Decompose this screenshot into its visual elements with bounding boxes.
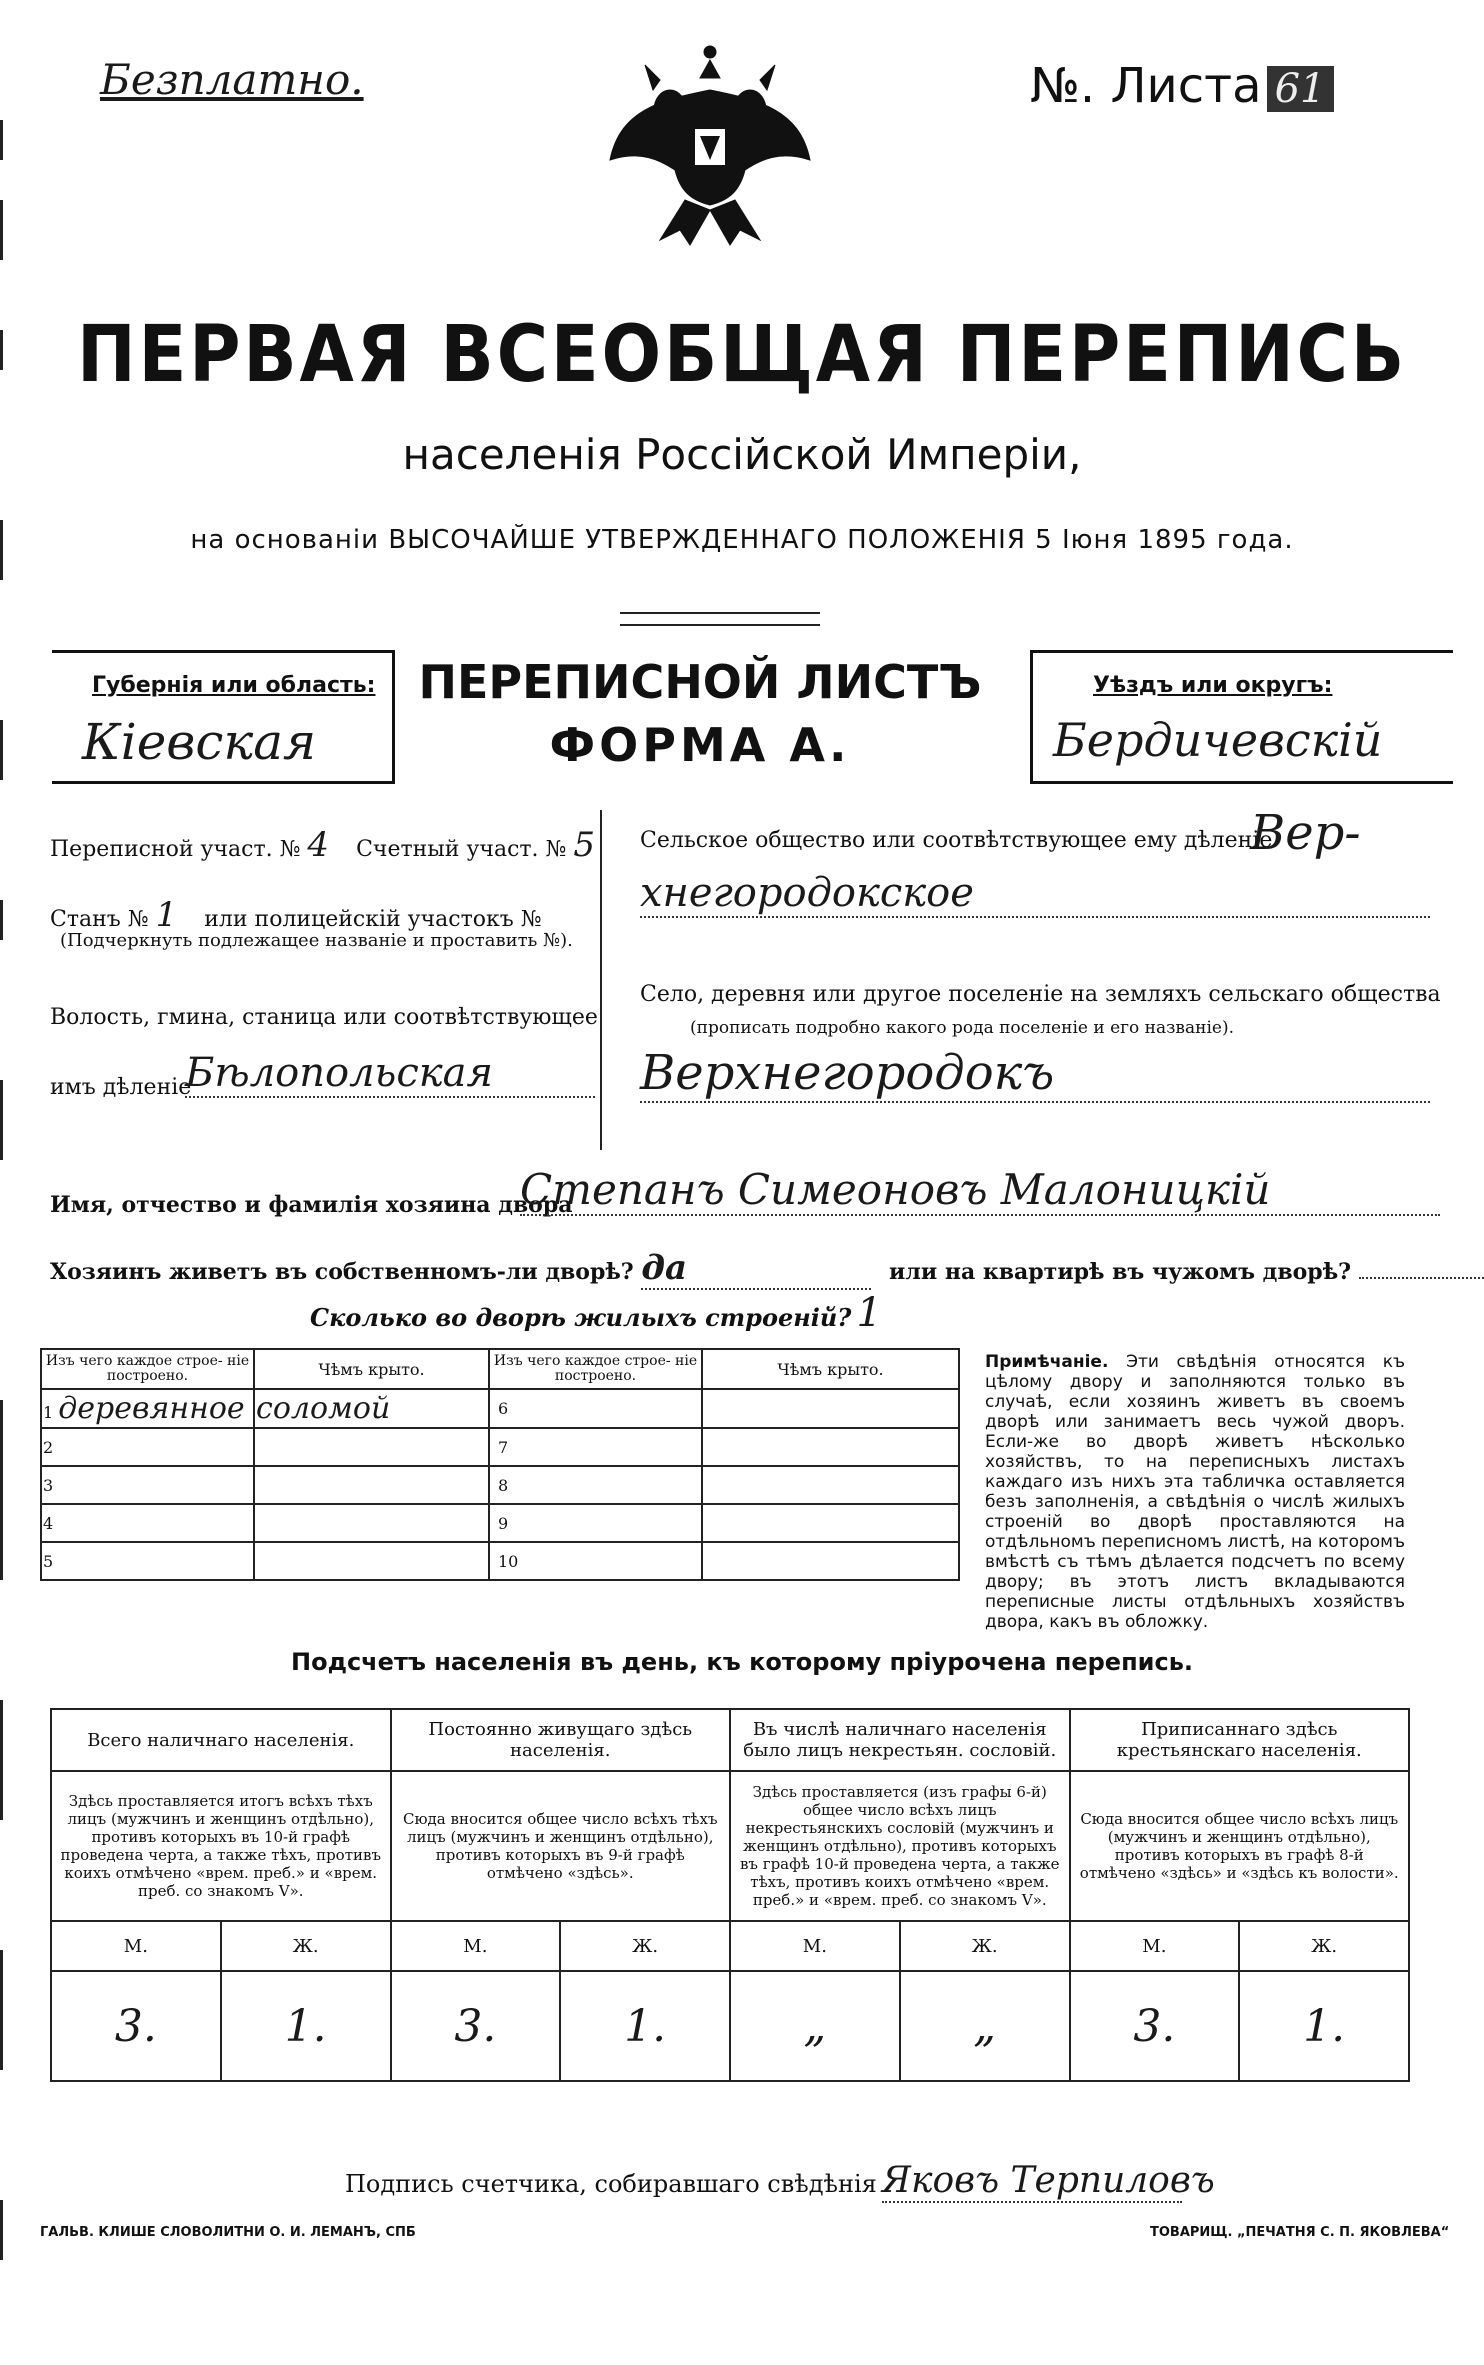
- signature-value: Яковъ Терпиловъ: [881, 2160, 1215, 2201]
- count-col-desc: Сюда вносится общее число всѣхъ лицъ (мужчинъ и женщинъ отдѣльно), противъ которыхъ въ графѣ 8-й отмѣчено «здѣсь» и «здѣсь къ волости».: [1070, 1771, 1410, 1921]
- col-roof-header: Чѣмъ крыто.: [702, 1349, 959, 1389]
- roof-cell: [254, 1466, 489, 1504]
- society-value-2: хнегородокское: [640, 870, 1430, 918]
- signature-label: Подпись счетчика, собиравшаго свѣдѣнія: [345, 2170, 877, 2198]
- district-label: Уѣздъ или округъ:: [1093, 673, 1333, 698]
- count-col-title: Приписаннаго здѣсь крестьянскаго населенія.: [1070, 1709, 1410, 1771]
- census-area-value: 4: [307, 825, 330, 865]
- province-label: Губернія или область:: [92, 673, 376, 698]
- printer-left: ГАЛЬВ. КЛИШЕ СЛОВОЛИТНИ О. И. ЛЕМАНЪ, СПБ: [40, 2225, 416, 2240]
- row-number: 3: [41, 1466, 254, 1504]
- form-subtitle: ФОРМА А.: [549, 718, 851, 772]
- roof-cell: соломой: [254, 1389, 489, 1428]
- rent-value-line: [1359, 1277, 1484, 1279]
- stan-value: 1: [155, 895, 178, 935]
- census-area-label: Переписной участ. №: [50, 837, 301, 862]
- table-row: [41, 1466, 959, 1504]
- row-number: 5: [41, 1542, 254, 1580]
- table-row: [41, 1542, 959, 1580]
- male-count: „: [730, 1971, 900, 2081]
- census-area-row: [50, 825, 595, 865]
- male-count: 3.: [51, 1971, 221, 2081]
- col-roof-header: Чѣмъ крыто.: [254, 1349, 489, 1389]
- row-number: 9: [489, 1504, 702, 1542]
- female-count: 1.: [221, 1971, 391, 2081]
- male-header: М.: [391, 1921, 561, 1971]
- female-header: Ж.: [1239, 1921, 1409, 1971]
- buildings-label: Сколько во дворѣ жилыхъ строеній?: [310, 1303, 852, 1332]
- buildings-table: [40, 1348, 960, 1581]
- male-header: М.: [1070, 1921, 1240, 1971]
- free-label: Безплатно.: [100, 55, 364, 104]
- female-count: 1.: [1239, 1971, 1409, 2081]
- page-subtitle: населенія Россійской Имперіи,: [402, 430, 1082, 479]
- signature-row: [345, 2160, 1215, 2203]
- rent-label: или на квартирѣ въ чужомъ дворѣ?: [889, 1259, 1352, 1285]
- male-count: 3.: [391, 1971, 561, 2081]
- female-count: 1.: [560, 1971, 730, 2081]
- form-title: ПЕРЕПИСНОЙ ЛИСТЪ: [418, 655, 982, 709]
- roof-cell: [702, 1504, 959, 1542]
- village-value: Верхнегородокъ: [640, 1045, 1430, 1103]
- sheet-label: №. Листа: [1030, 58, 1262, 114]
- legal-basis: на основаніи ВЫСОЧАЙШЕ УТВЕРЖДЕННАГО ПОЛОЖЕНІЯ 5 Іюня 1895 года.: [190, 525, 1294, 555]
- roof-cell: [702, 1542, 959, 1580]
- volost-value: Бѣлопольская: [185, 1050, 595, 1098]
- row-cell: 1 деревянное: [41, 1389, 254, 1428]
- count-col-desc: Здѣсь проставляется итогъ всѣхъ тѣхъ лицъ (мужчинъ и женщинъ отдѣльно), противъ которыхъ въ 10-й графѣ проведена черта, а также тѣхъ, противъ коихъ отмѣчено «врем. преб.» и «врем. преб. со знакомъ V».: [51, 1771, 391, 1921]
- col-material-header: Изъ чего каждое строе- ніе построено.: [489, 1349, 702, 1389]
- table-row: [41, 1428, 959, 1466]
- note-title: Примѣчаніе.: [985, 1352, 1109, 1372]
- row-number: 6: [489, 1389, 702, 1428]
- district-value: Бердичевскій: [1053, 713, 1383, 767]
- count-heading: Подсчетъ населенія въ день, къ которому пріурочена перепись.: [291, 1648, 1193, 1676]
- society-label: Сельское общество или соотвѣтствующее ему дѣленіе: [640, 828, 1273, 853]
- female-header: Ж.: [221, 1921, 391, 1971]
- page-title: ПЕРВАЯ ВСЕОБЩАЯ ПЕРЕПИСЬ: [76, 310, 1407, 400]
- sheet-number-block: [1030, 58, 1334, 114]
- count-col-title: Постоянно живущаго здѣсь населенія.: [391, 1709, 731, 1771]
- buildings-note: [985, 1352, 1405, 1632]
- ornament-divider: [620, 612, 820, 626]
- male-count: 3.: [1070, 1971, 1240, 2081]
- double-headed-eagle-icon: [600, 40, 820, 250]
- count-col-desc: Сюда вносится общее число всѣхъ тѣхъ лицъ (мужчинъ и женщинъ отдѣльно), противъ которыхъ въ 9-й графѣ отмѣчено «здѣсь».: [391, 1771, 731, 1921]
- province-value: Кіевская: [82, 713, 317, 771]
- district-box: [1030, 650, 1453, 784]
- count-col-title: Въ числѣ наличнаго населенія было лицъ некрестьян. сословій.: [730, 1709, 1070, 1771]
- volost-label: Волость, гмина, станица или соотвѣтствующее: [50, 1005, 598, 1030]
- stan-hint: (Подчеркнуть подлежащее названіе и проставить №).: [60, 930, 573, 951]
- row-number: 2: [41, 1428, 254, 1466]
- roof-cell: [702, 1389, 959, 1428]
- female-header: Ж.: [900, 1921, 1070, 1971]
- buildings-row: [310, 1290, 882, 1336]
- male-header: М.: [730, 1921, 900, 1971]
- table-row: [41, 1504, 959, 1542]
- row-number: 7: [489, 1428, 702, 1466]
- table-row: [41, 1389, 959, 1428]
- male-header: М.: [51, 1921, 221, 1971]
- row-number: 4: [41, 1504, 254, 1542]
- stan-label: Станъ №: [50, 907, 149, 932]
- female-count: „: [900, 1971, 1070, 2081]
- column-divider: [600, 810, 602, 1150]
- row-number: 10: [489, 1542, 702, 1580]
- own-yard-row: [50, 1248, 1484, 1290]
- village-label: Село, деревня или другое поселеніе на земляхъ сельскаго общества: [640, 982, 1441, 1007]
- count-col-desc: Здѣсь проставляется (изъ графы 6-й) общее число всѣхъ лицъ некрестьянскихъ сословій (мужчинъ и женщинъ отдѣльно), противъ которыхъ въ графѣ 10-й проведена черта, а также тѣхъ, противъ коихъ отмѣчено «врем. преб.» и «врем. преб. со знакомъ V».: [730, 1771, 1070, 1921]
- note-text: Эти свѣдѣнія относятся къ цѣлому двору и заполняются только въ случаѣ, если хозяинъ живетъ въ своемъ дворѣ или занимаетъ весь чужой дворъ. Если-же во дворѣ живетъ нѣсколько хозяйствъ, то на переписныхъ листахъ каждаго изъ нихъ эта табличка оставляется безъ заполненія, а свѣдѣнія о числѣ жилыхъ строеній во дворѣ проставляются на отдѣльномъ переписномъ листѣ, на которомъ вмѣстѣ съ тѣмъ дѣлается подсчетъ по всему двору; въ этотъ листъ вкладываются переписные листы отдѣльныхъ хозяйствъ двора, какъ въ обложку.: [985, 1352, 1406, 1632]
- printer-right: ТОВАРИЩ. „ПЕЧАТНЯ С. П. ЯКОВЛЕВА“: [1150, 2225, 1450, 2240]
- buildings-value: 1: [856, 1290, 882, 1336]
- row-number: 8: [489, 1466, 702, 1504]
- own-yard-label: Хозяинъ живетъ въ собственномъ-ли дворѣ?: [50, 1259, 634, 1285]
- owner-label: Имя, отчество и фамилія хозяина двора: [50, 1192, 573, 1218]
- count-area-label: Счетный участ. №: [356, 837, 567, 862]
- village-hint: (прописать подробно какого рода поселеніе и его названіе).: [690, 1018, 1234, 1038]
- roof-cell: [702, 1466, 959, 1504]
- count-col-title: Всего наличнаго населенія.: [51, 1709, 391, 1771]
- roof-cell: [254, 1504, 489, 1542]
- roof-cell: [254, 1542, 489, 1580]
- police-label: или полицейскій участокъ №: [204, 907, 542, 932]
- society-value-1: Вер-: [1250, 805, 1361, 861]
- female-header: Ж.: [560, 1921, 730, 1971]
- own-yard-value: да: [641, 1248, 871, 1290]
- roof-cell: [702, 1428, 959, 1466]
- sheet-number: 61: [1267, 66, 1334, 112]
- col-material-header: Изъ чего каждое строе- ніе построено.: [41, 1349, 254, 1389]
- roof-cell: [254, 1428, 489, 1466]
- count-area-value: 5: [573, 825, 596, 865]
- population-count-table: [50, 1708, 1410, 2082]
- province-box: [52, 650, 395, 784]
- owner-value: Степанъ Симеоновъ Малоницкій: [520, 1165, 1440, 1216]
- volost-label-2: имъ дѣленіе: [50, 1075, 192, 1100]
- stan-row: [50, 895, 542, 935]
